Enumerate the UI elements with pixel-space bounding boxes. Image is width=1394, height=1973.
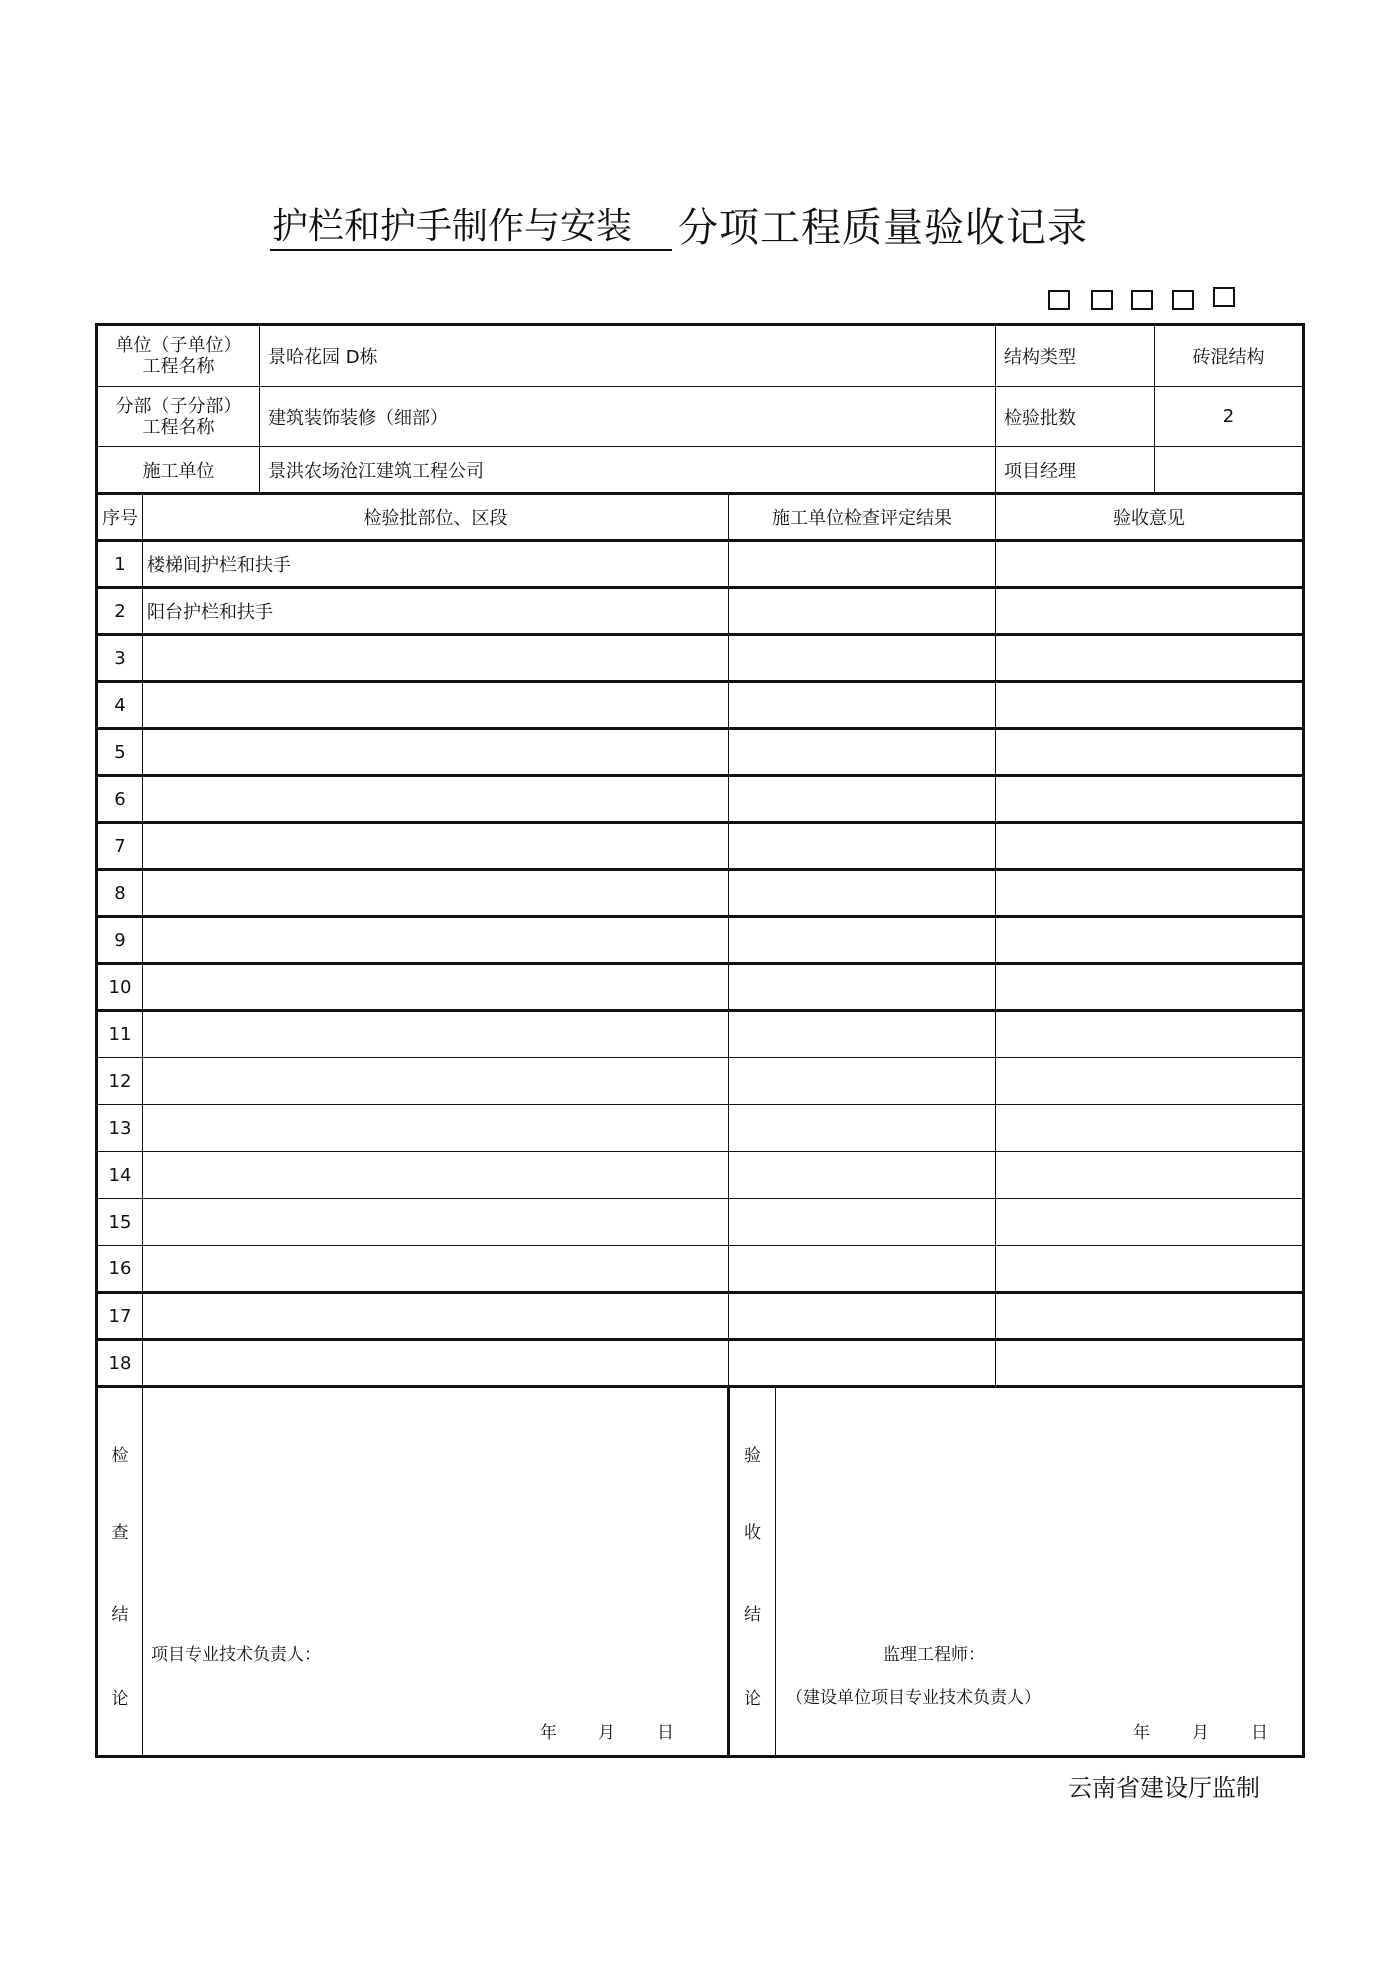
row-location[interactable]: [143, 1293, 729, 1340]
accept-date-day: 日: [1251, 1723, 1268, 1743]
table-row: [97, 964, 1304, 1011]
check-date-month: 月: [598, 1723, 615, 1743]
row-location[interactable]: [143, 1011, 729, 1058]
row-result[interactable]: [729, 1199, 996, 1246]
row-location[interactable]: 楼梯间护栏和扶手: [143, 541, 729, 588]
table-row: [97, 917, 1304, 964]
row-seq: 1: [97, 541, 143, 588]
acceptance-record-table: [95, 323, 1305, 1758]
row-opinion[interactable]: [996, 1152, 1304, 1199]
project-manager-label: 项目经理: [996, 447, 1155, 494]
owner-representative-note: （建设单位项目专业技术负责人）: [786, 1688, 1041, 1708]
row-opinion[interactable]: [996, 1058, 1304, 1105]
row-seq: 8: [97, 870, 143, 917]
table-row: [97, 729, 1304, 776]
header-row-division: [97, 387, 1304, 447]
row-seq: 16: [97, 1246, 143, 1293]
row-opinion[interactable]: [996, 823, 1304, 870]
row-result[interactable]: [729, 1152, 996, 1199]
row-location[interactable]: [143, 776, 729, 823]
accept-date-year: 年: [1133, 1723, 1150, 1743]
table-row: [97, 1340, 1304, 1387]
code-box[interactable]: [1213, 287, 1235, 307]
row-opinion[interactable]: [996, 541, 1304, 588]
table-row: [97, 1152, 1304, 1199]
title-main: 分项工程质量验收记录: [678, 205, 1088, 251]
batch-count-label: 检验批数: [996, 387, 1155, 447]
row-seq: 14: [97, 1152, 143, 1199]
row-opinion[interactable]: [996, 682, 1304, 729]
row-opinion[interactable]: [996, 1293, 1304, 1340]
column-header-contractor-result: 施工单位检查评定结果: [729, 494, 996, 541]
table-row: [97, 776, 1304, 823]
row-opinion[interactable]: [996, 1105, 1304, 1152]
header-row-unit: [97, 325, 1304, 387]
table-row: [97, 682, 1304, 729]
code-box[interactable]: [1172, 290, 1194, 310]
row-result[interactable]: [729, 1058, 996, 1105]
table-row: [97, 870, 1304, 917]
row-location[interactable]: [143, 964, 729, 1011]
column-header-location: 检验批部位、区段: [143, 494, 729, 541]
accept-date-month: 月: [1192, 1723, 1209, 1743]
form-code-boxes: [1048, 290, 1238, 314]
table-row: [97, 1293, 1304, 1340]
row-seq: 6: [97, 776, 143, 823]
row-location[interactable]: [143, 1152, 729, 1199]
row-seq: 9: [97, 917, 143, 964]
row-seq: 11: [97, 1011, 143, 1058]
row-result[interactable]: [729, 1340, 996, 1387]
row-location[interactable]: [143, 870, 729, 917]
row-location[interactable]: [143, 1105, 729, 1152]
row-seq: 10: [97, 964, 143, 1011]
table-row: [97, 1011, 1304, 1058]
row-result[interactable]: [729, 1105, 996, 1152]
row-opinion[interactable]: [996, 729, 1304, 776]
row-result[interactable]: [729, 541, 996, 588]
check-date-day: 日: [657, 1723, 674, 1743]
row-seq: 3: [97, 635, 143, 682]
division-name-value[interactable]: 建筑装饰装修（细部）: [260, 387, 996, 447]
row-result[interactable]: [729, 823, 996, 870]
structure-type-label: 结构类型: [996, 325, 1155, 387]
row-opinion[interactable]: [996, 964, 1304, 1011]
row-opinion[interactable]: [996, 635, 1304, 682]
contractor-label: 施工单位: [97, 447, 260, 494]
row-location[interactable]: [143, 823, 729, 870]
issuer-footer: 云南省建设厅监制: [1068, 1774, 1260, 1802]
structure-type-value[interactable]: 砖混结构: [1155, 325, 1304, 387]
table-row: [97, 1058, 1304, 1105]
project-manager-value[interactable]: [1155, 447, 1304, 494]
column-header-seq: 序号: [97, 494, 143, 541]
row-seq: 12: [97, 1058, 143, 1105]
code-box[interactable]: [1091, 290, 1113, 310]
row-opinion[interactable]: [996, 588, 1304, 635]
row-seq: 15: [97, 1199, 143, 1246]
code-box[interactable]: [1048, 290, 1070, 310]
row-location[interactable]: [143, 1199, 729, 1246]
row-result[interactable]: [729, 588, 996, 635]
table-row: [97, 541, 1304, 588]
row-opinion[interactable]: [996, 776, 1304, 823]
row-opinion[interactable]: [996, 1340, 1304, 1387]
division-name-label: 分部（子分部） 工程名称: [97, 387, 260, 447]
row-seq: 18: [97, 1340, 143, 1387]
row-result[interactable]: [729, 1293, 996, 1340]
table-row: [97, 1246, 1304, 1293]
row-result[interactable]: [729, 1246, 996, 1293]
row-opinion[interactable]: [996, 1011, 1304, 1058]
subitem-name-field[interactable]: 护栏和护手制作与安装: [270, 205, 672, 251]
row-location[interactable]: 阳台护栏和扶手: [143, 588, 729, 635]
conclusion-row: [97, 1387, 1304, 1757]
table-row: [97, 1199, 1304, 1246]
unit-name-value[interactable]: 景哈花园 D栋: [260, 325, 996, 387]
column-header-row: [97, 494, 1304, 541]
row-result[interactable]: [729, 635, 996, 682]
row-location[interactable]: [143, 635, 729, 682]
row-result[interactable]: [729, 964, 996, 1011]
row-result[interactable]: [729, 870, 996, 917]
row-opinion[interactable]: [996, 870, 1304, 917]
row-location[interactable]: [143, 1246, 729, 1293]
supervisor-label: 监理工程师：: [883, 1645, 985, 1665]
acceptance-conclusion-area[interactable]: [776, 1388, 1302, 1755]
unit-name-label: 单位（子单位） 工程名称: [97, 325, 260, 387]
header-row-contractor: [97, 447, 1304, 494]
acceptance-conclusion-label: 验 收 结 论: [730, 1388, 776, 1755]
row-location[interactable]: [143, 729, 729, 776]
check-date-year: 年: [540, 1723, 557, 1743]
acceptance-conclusion-cell: [729, 1387, 1304, 1757]
column-header-acceptance-opinion: 验收意见: [996, 494, 1304, 541]
row-result[interactable]: [729, 917, 996, 964]
row-opinion[interactable]: [996, 917, 1304, 964]
table-row: [97, 823, 1304, 870]
row-seq: 7: [97, 823, 143, 870]
check-signer-label: 项目专业技术负责人：: [151, 1645, 321, 1665]
row-opinion[interactable]: [996, 1199, 1304, 1246]
row-location[interactable]: [143, 1058, 729, 1105]
table-row: [97, 588, 1304, 635]
check-conclusion-area[interactable]: [143, 1387, 729, 1757]
check-conclusion-label: 检 查 结 论: [97, 1387, 143, 1757]
row-seq: 4: [97, 682, 143, 729]
row-seq: 5: [97, 729, 143, 776]
row-result[interactable]: [729, 776, 996, 823]
row-seq: 17: [97, 1293, 143, 1340]
row-seq: 13: [97, 1105, 143, 1152]
code-box[interactable]: [1131, 290, 1153, 310]
table-row: [97, 635, 1304, 682]
batch-count-value[interactable]: 2: [1155, 387, 1304, 447]
contractor-value[interactable]: 景洪农场沧江建筑工程公司: [260, 447, 996, 494]
row-location[interactable]: [143, 917, 729, 964]
table-row: [97, 1105, 1304, 1152]
row-result[interactable]: [729, 1011, 996, 1058]
row-result[interactable]: [729, 729, 996, 776]
row-result[interactable]: [729, 682, 996, 729]
row-opinion[interactable]: [996, 1246, 1304, 1293]
row-location[interactable]: [143, 682, 729, 729]
row-seq: 2: [97, 588, 143, 635]
row-location[interactable]: [143, 1340, 729, 1387]
